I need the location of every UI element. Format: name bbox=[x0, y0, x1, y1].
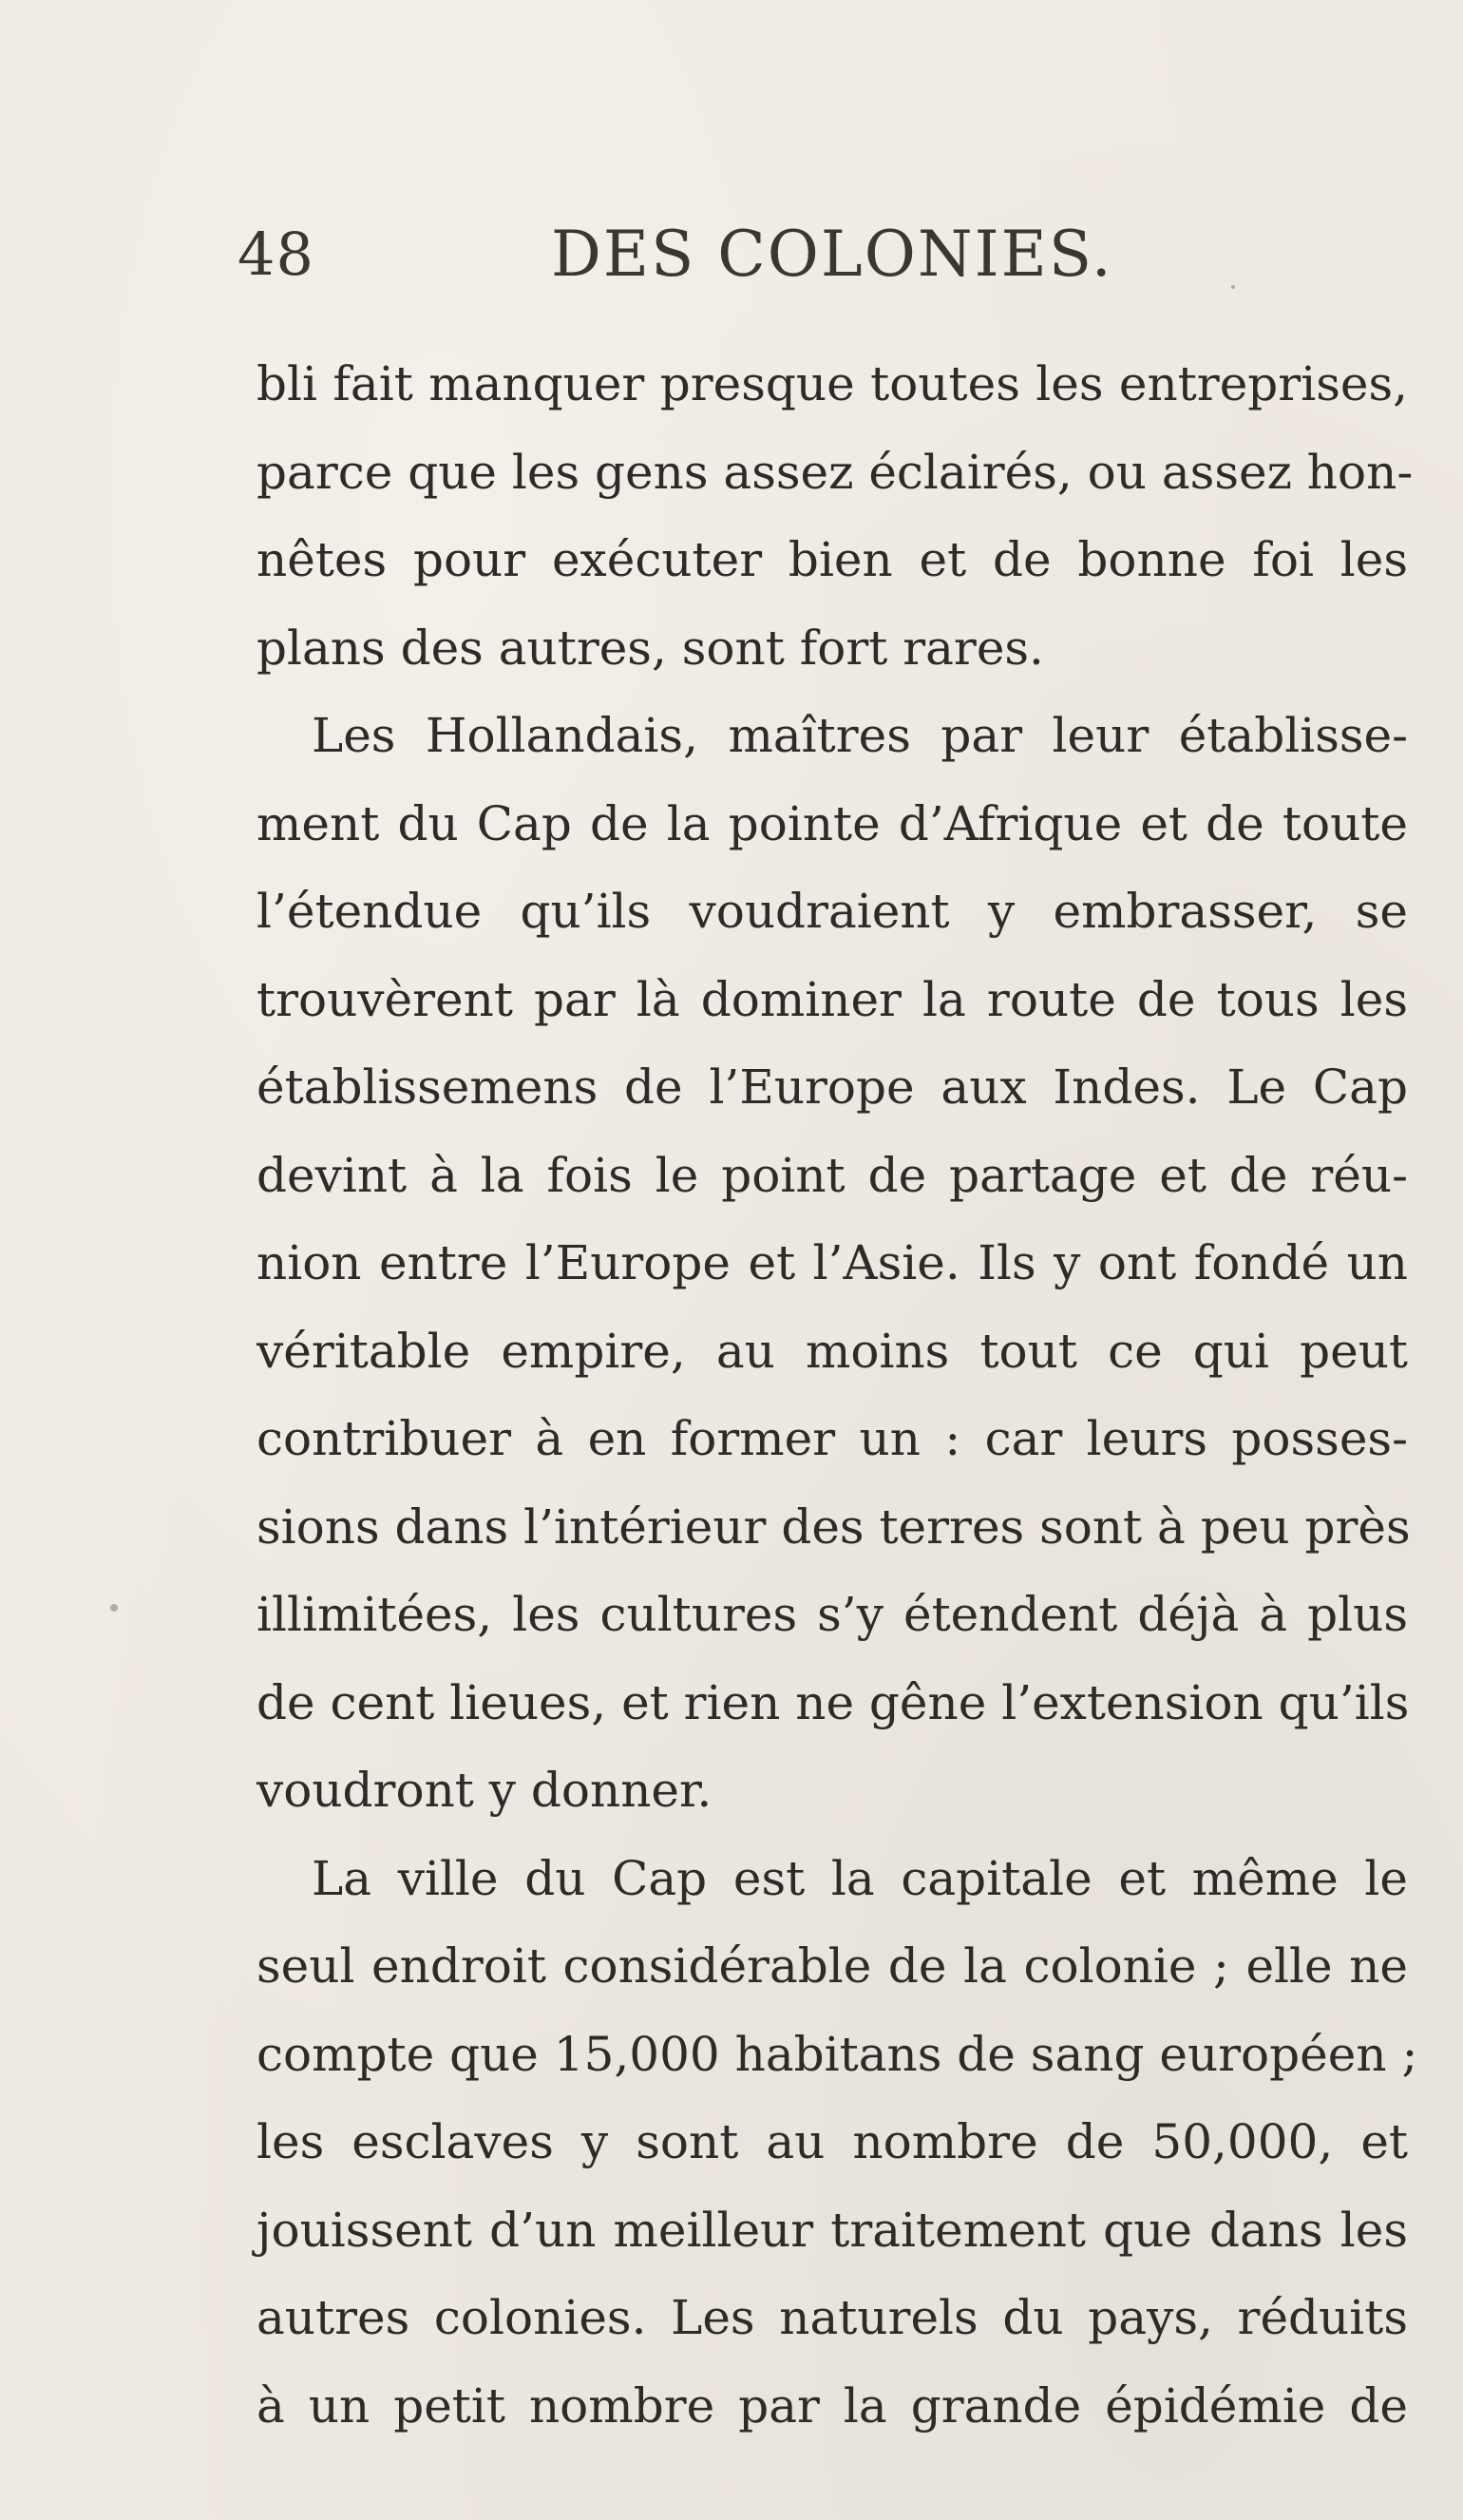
paper-speck bbox=[1231, 285, 1235, 289]
text-line: nion entre l’Europe et l’Asie. Ils y ont fondé un bbox=[256, 1235, 1408, 1290]
text-line: devint à la fois le point de partage et de réu- bbox=[256, 1147, 1408, 1203]
paragraph-start-line: La ville du Cap est la capitale et même le bbox=[312, 1850, 1408, 1906]
text-line: sions dans l’intérieur des terres sont à peu près bbox=[256, 1499, 1411, 1555]
text-line: de cent lieues, et rien ne gêne l’extension qu’ils bbox=[256, 1674, 1410, 1730]
text-line: ment du Cap de la pointe d’Afrique et de toute bbox=[256, 795, 1408, 851]
text-line: jouissent d’un meilleur traitement que dans les bbox=[256, 2202, 1408, 2258]
paragraph-end-line: plans des autres, sont fort rares. bbox=[256, 620, 1044, 676]
text-line: seul endroit considérable de la colonie ; elle ne bbox=[256, 1938, 1408, 1994]
paragraph-start-line: Les Hollandais, maîtres par leur établisse- bbox=[312, 708, 1408, 763]
running-title: DES COLONIES. bbox=[551, 218, 1113, 291]
text-line: contribuer à en former un : car leurs posses- bbox=[256, 1411, 1408, 1466]
paragraph-end-line: voudront y donner. bbox=[256, 1763, 712, 1818]
text-line: à un petit nombre par la grande épidémie de bbox=[256, 2377, 1408, 2434]
text-line: parce que les gens assez éclairés, ou assez hon- bbox=[256, 444, 1414, 500]
text-line: établissemens de l’Europe aux Indes. Le Cap bbox=[256, 1060, 1408, 1115]
text-line: trouvèrent par là dominer la route de tous les bbox=[256, 971, 1408, 1027]
text-line: les esclaves y sont au nombre de 50,000, et bbox=[256, 2114, 1408, 2169]
page-number: 48 bbox=[238, 220, 314, 289]
paper-speck bbox=[110, 1604, 118, 1612]
text-line: véritable empire, au moins tout ce qui peut bbox=[256, 1323, 1408, 1379]
text-line: bli fait manquer presque toutes les entreprises, bbox=[256, 356, 1408, 411]
text-line: autres colonies. Les naturels du pays, réduits bbox=[256, 2290, 1408, 2345]
text-line: nêtes pour exécuter bien et de bonne foi les bbox=[256, 532, 1408, 587]
body-text bbox=[256, 340, 1418, 2450]
text-line: illimitées, les cultures s’y étendent déjà à plus bbox=[256, 1587, 1408, 1642]
text-line: l’étendue qu’ils voudraient y embrasser, se bbox=[256, 884, 1408, 939]
text-line: compte que 15,000 habitans de sang européen ; bbox=[256, 2026, 1418, 2082]
running-head bbox=[238, 217, 1406, 293]
